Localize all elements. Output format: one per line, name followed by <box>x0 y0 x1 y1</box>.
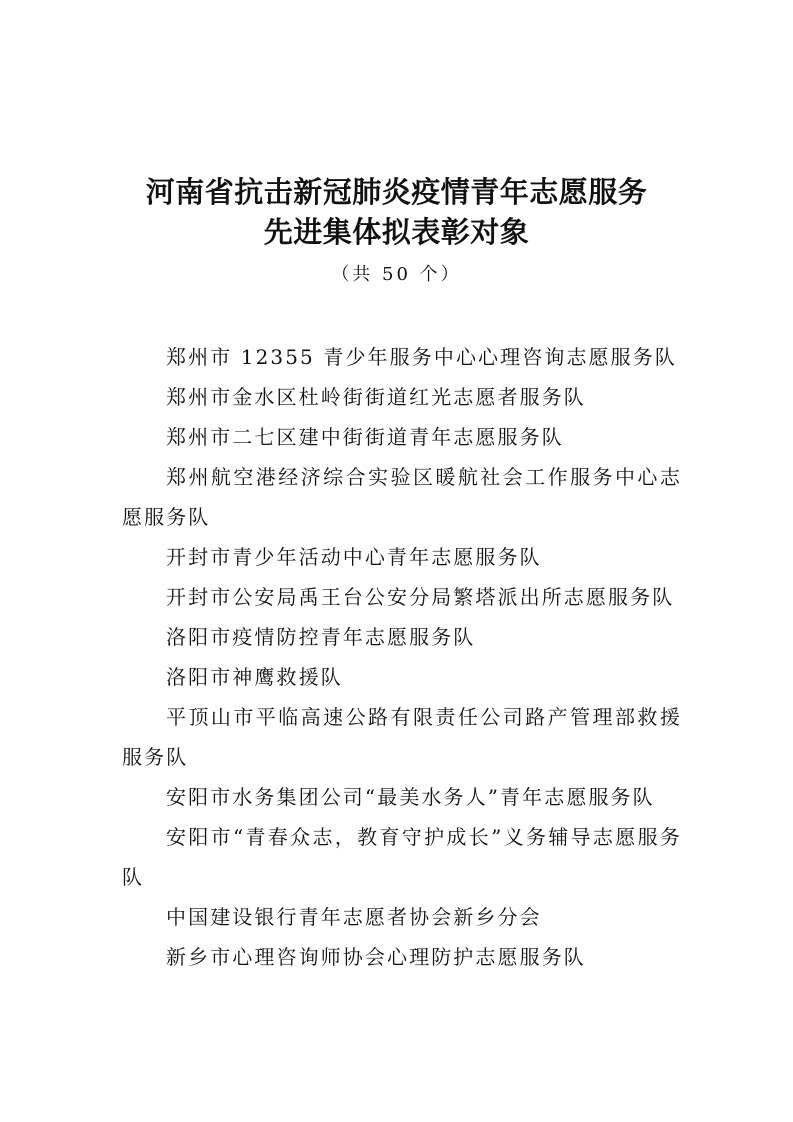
list-item: 新乡市心理咨询师协会心理防护志愿服务队 <box>166 945 586 969</box>
list-item: 郑州市金水区杜岭街街道红光志愿者服务队 <box>166 385 586 409</box>
list-item: 开封市青少年活动中心青年志愿服务队 <box>166 545 542 569</box>
list-item: 洛阳市疫情防控青年志愿服务队 <box>166 625 476 649</box>
list-item: 平顶山市平临高速公路有限责任公司路产管理部救援服务队 <box>122 705 682 769</box>
list-item: 安阳市水务集团公司“最美水务人”青年志愿服务队 <box>166 785 655 809</box>
honoree-list <box>122 337 682 977</box>
list-item: 郑州市 12355 青少年服务中心心理咨询志愿服务队 <box>166 345 677 369</box>
list-item: 安阳市“青春众志，教育守护成长”义务辅导志愿服务队 <box>122 825 682 889</box>
document-title-line-1: 河南省抗击新冠肺炎疫情青年志愿服务 <box>145 175 648 209</box>
document-title-line-2: 先进集体拟表彰对象 <box>263 215 530 249</box>
list-item: 开封市公安局禹王台公安分局繁塔派出所志愿服务队 <box>166 585 675 609</box>
list-item: 郑州市二七区建中街街道青年志愿服务队 <box>166 425 564 449</box>
list-item: 中国建设银行青年志愿者协会新乡分会 <box>166 905 542 929</box>
list-item: 郑州航空港经济综合实验区暖航社会工作服务中心志愿服务队 <box>122 465 682 529</box>
item-count-note: （共 50 个） <box>331 264 462 285</box>
list-item: 洛阳市神鹰救援队 <box>166 665 343 689</box>
